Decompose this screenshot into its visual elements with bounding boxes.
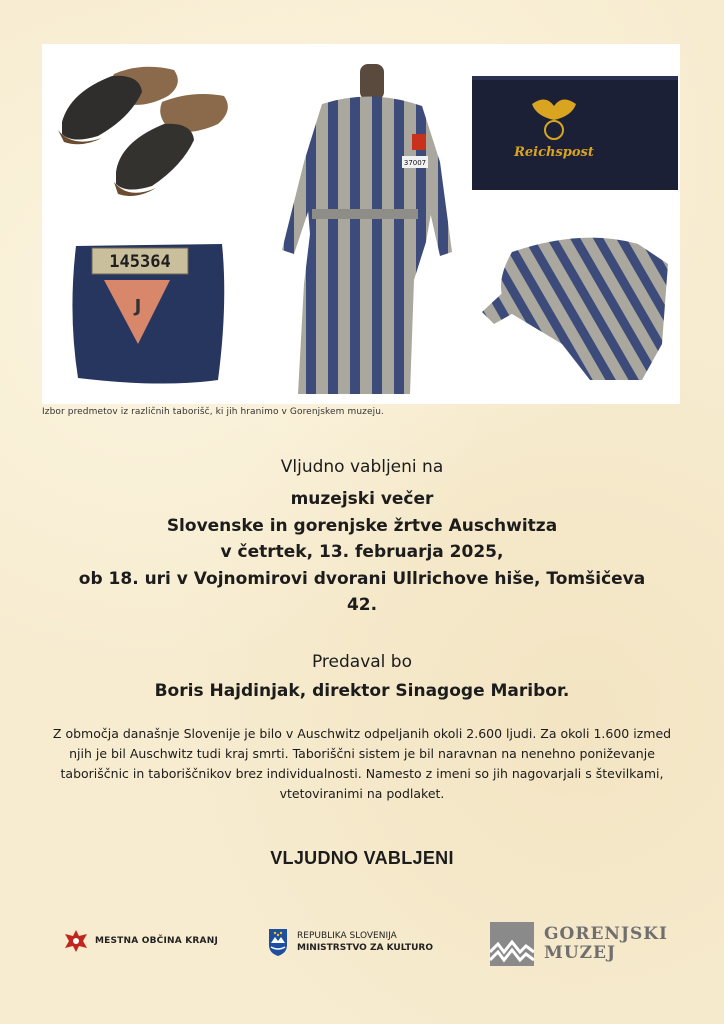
prisoner-number-patch (72, 244, 224, 384)
event-date: v četrtek, 13. februarja 2025, (220, 542, 504, 562)
event-location: ob 18. uri v Vojnomirovi dvorani Ullrichove hiše, Tomšičeva (78, 568, 646, 589)
striped-prisoner-dress (282, 64, 452, 394)
museum-mountains-icon (490, 922, 534, 966)
ministry-of-culture-logo (267, 927, 433, 957)
wooden-clogs (58, 67, 228, 196)
closing-invitation: VLJUDNO VABLJENI (270, 848, 454, 868)
event-details (30, 486, 694, 619)
photo-caption: Izbor predmetov iz različnih taborišč, ki jih hranimo v Gorenjskem muzeju. (42, 407, 384, 417)
svg-text:J: J (134, 296, 142, 317)
gorenjski-muzej-logo (490, 922, 678, 966)
kranj-eagle-icon (63, 928, 89, 954)
invitation-intro: Vljudno vabljeni na (280, 457, 444, 477)
ministry-line-2: MINISTRSTVO ZA KULTURO (297, 943, 433, 953)
museum-name-line-2: MUZEJ (544, 943, 617, 963)
reichspost-armband (472, 76, 678, 190)
event-type: muzejski večer (290, 489, 434, 509)
event-location-number: 42. (346, 595, 378, 615)
museum-objects-photo (42, 44, 680, 404)
mestna-obcina-kranj-logo (63, 928, 218, 954)
lecturer-intro: Predaval bo (311, 652, 413, 672)
dress-number-tag: 37007 (403, 159, 427, 167)
ministry-line-1: REPUBLIKA SLOVENIJA (297, 931, 397, 941)
museum-name-line-1: GORENJSKI (544, 924, 668, 944)
lecturer-name: Boris Hajdinjak, direktor Sinagoge Maribor. (154, 681, 570, 701)
kranj-label: MESTNA OBČINA KRANJ (95, 936, 219, 946)
description-paragraph: Z območja današnje Slovenije je bilo v Auschwitz odpeljanih okoli 2.600 ljudi. Za okoli 1.600 izmed njih je bil Auschwitz tudi kraj smrti. Taboriščni sistem je bil naravnan na nenehno poniževanje taboriščnic in taboriščnikov brez individualnosti. Namesto z imeni so jih nagovarjali s številkami, vtetoviranimi na podlaket. (52, 726, 672, 801)
armband-text: Reichspost (514, 145, 594, 160)
striped-jacket (482, 238, 668, 380)
event-title: Slovenske in gorenjske žrtve Auschwitza (166, 515, 558, 536)
photo-collage (42, 44, 680, 404)
badge-number: 145364 (109, 252, 171, 272)
slovenia-coat-of-arms-icon (267, 927, 289, 957)
